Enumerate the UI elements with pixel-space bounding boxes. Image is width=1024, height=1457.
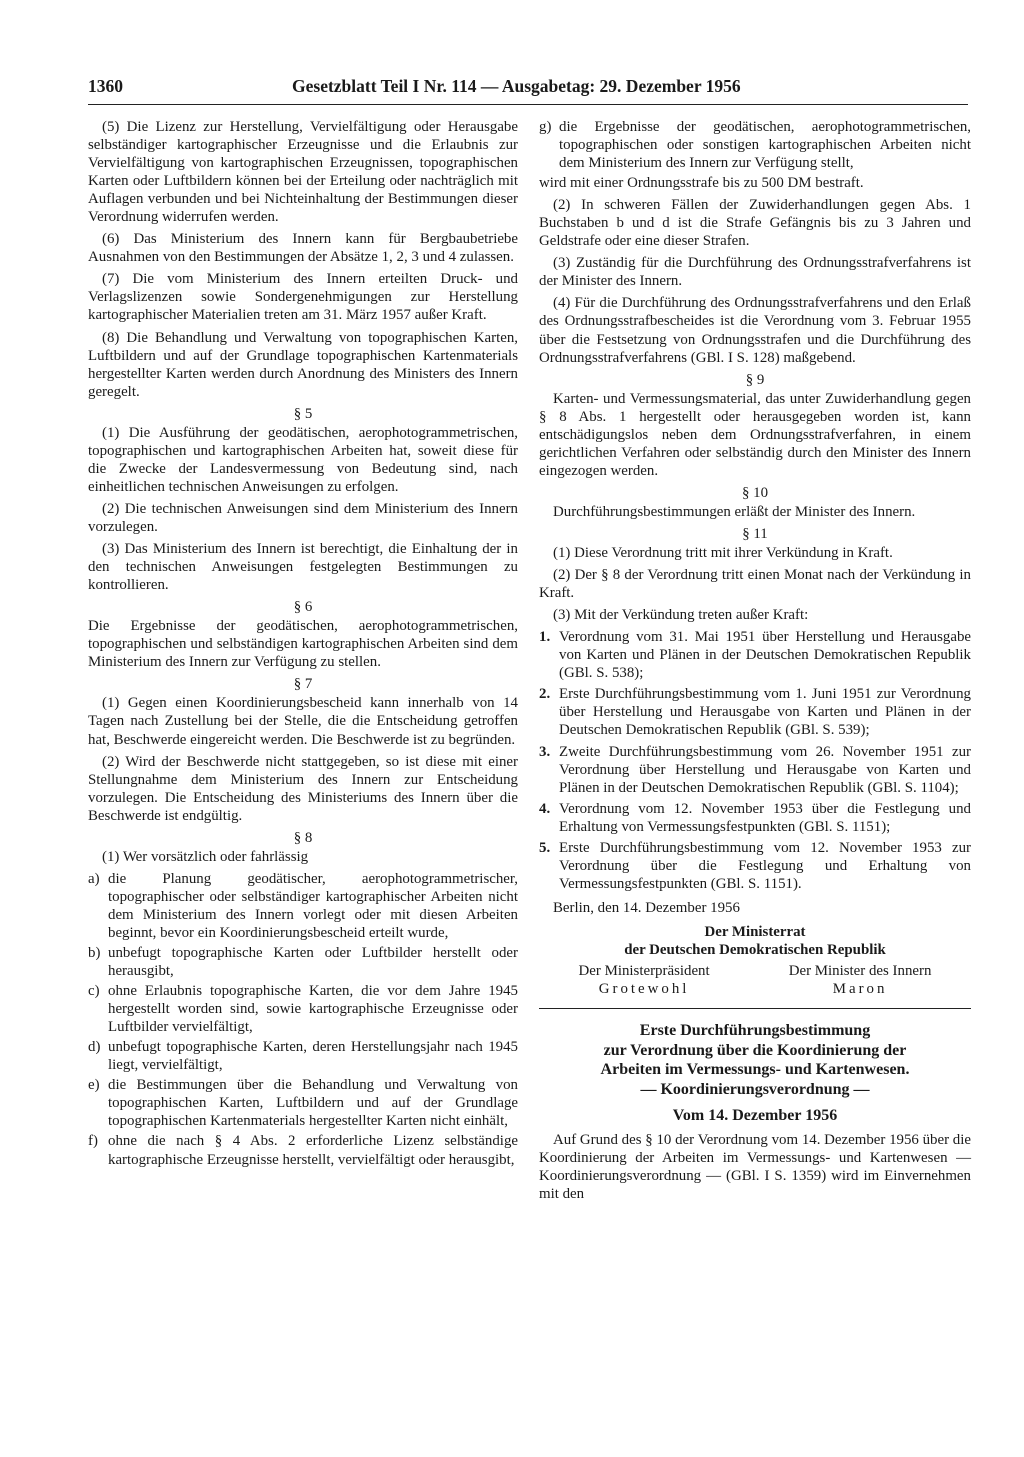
paragraph-7-1: (1) Gegen einen Koordinierungsbescheid kann innerhalb von 14 Tagen nach Zustellung bei der Stelle, die die Entscheidung getroffen hat, Beschwerde eingereicht werden. Die Beschwerde ist zu begründen. xyxy=(88,695,518,748)
list-item-mark: c) xyxy=(88,983,100,1000)
council-name-line-2: der Deutschen Demokratischen Republik xyxy=(624,941,886,958)
regulation-title-line-4: — Koordinierungsverordnung — xyxy=(640,1080,870,1098)
signatory-role: Der Ministerpräsident xyxy=(578,963,710,980)
regulation-title-line-1: Erste Durchführungsbestimmung xyxy=(639,1022,871,1040)
list-item xyxy=(88,944,518,980)
signature-right xyxy=(789,962,932,998)
paragraph-8-4: (4) Für die Durchführung des Ordnungsstrafverfahrens und den Erlaß des Ordnungsstrafbescheides ist die Verordnung vom 3. Februar 1955 über die Festsetzung von Ordnungsstrafen und die Durchführung des Ordnungsstrafverfahrens (GBl. I S. 128) maßgebend. xyxy=(539,295,971,366)
paragraph-5-2: (2) Die technischen Anweisungen sind dem Ministerium des Innern vorzulegen. xyxy=(88,500,518,535)
place-date: Berlin, den 14. Dezember 1956 xyxy=(553,899,740,916)
page-number: 1360 xyxy=(88,76,123,96)
list-item xyxy=(539,118,971,172)
header-rule xyxy=(88,104,968,105)
list-item-mark: e) xyxy=(88,1077,100,1094)
gazette-title: Gesetzblatt Teil I Nr. 114 — Ausgabetag: 29. Dezember 1956 xyxy=(292,76,741,96)
repealed-item-number: 4. xyxy=(539,800,551,817)
repealed-item xyxy=(539,800,971,836)
repealed-item-number: 2. xyxy=(539,686,551,703)
paragraph-4-6: (6) Das Ministerium des Innern kann für Bergbaubetriebe Ausnahmen von den Bestimmungen der Absätze 1, 2, 3 und 4 zulassen. xyxy=(88,231,518,266)
regulation-date: Vom 14. Dezember 1956 xyxy=(672,1107,838,1125)
signatory-name: Maron xyxy=(832,981,888,998)
list-item-text: die Bestimmungen über die Behandlung und Verwaltung von topographischen Karten, Luftbildern und auf der Grundlage topographischen Kartenmaterials hergestellter Karten nicht einhält, xyxy=(108,1077,518,1130)
repealed-item-number: 1. xyxy=(539,629,551,646)
paragraph-4-7: (7) Die vom Ministerium des Innern erteilten Druck- und Verlagslizenzen sowie Sondergenehmigungen zur Herstellung kartographischer Materialien treten am 31. März 1957 außer Kraft. xyxy=(88,271,518,324)
list-item xyxy=(88,982,518,1036)
repealed-item xyxy=(539,628,971,682)
list-item xyxy=(88,1076,518,1130)
repealed-item xyxy=(539,685,971,739)
repealed-item xyxy=(539,743,971,797)
list-item-mark: f) xyxy=(88,1133,98,1150)
section-6-heading: § 6 xyxy=(293,599,313,616)
paragraph-8-penalty: wird mit einer Ordnungsstrafe bis zu 500 DM bestraft. xyxy=(539,175,864,192)
section-11-heading: § 11 xyxy=(742,525,768,542)
left-column xyxy=(88,118,518,1171)
repealed-item-text: Verordnung vom 31. Mai 1951 über Herstellung und Herausgabe von Karten und Plänen in der Deutschen Demokratischen Republik (GBl. S. 538); xyxy=(559,629,971,682)
section-8-heading: § 8 xyxy=(293,829,313,846)
paragraph-11-2: (2) Der § 8 der Verordnung tritt einen Monat nach der Verkündung in Kraft. xyxy=(539,567,971,602)
repealed-item-text: Verordnung vom 12. November 1953 über die Festlegung und Erhaltung von Vermessungsfestpunkten (GBl. S. 1151); xyxy=(559,800,971,835)
paragraph-11-1: (1) Diese Verordnung tritt mit ihrer Verkündung in Kraft. xyxy=(553,545,893,562)
signatory-role: Der Minister des Innern xyxy=(788,963,932,980)
paragraph-5-3: (3) Das Ministerium des Innern ist berechtigt, die Einhaltung der in den technischen Anweisungen festgelegten Bestimmungen zu kontrollieren. xyxy=(88,541,518,594)
signature-block xyxy=(539,962,971,998)
list-item xyxy=(88,1132,518,1168)
section-10-heading: § 10 xyxy=(741,484,769,501)
council-name-line-1: Der Ministerrat xyxy=(704,923,806,940)
signatory-name: Grotewohl xyxy=(598,981,690,998)
list-item xyxy=(88,1038,518,1074)
list-item-text: ohne Erlaubnis topographische Karten, die vor dem Jahre 1945 hergestellt worden sind, sowie kartographische Erzeugnisse oder Luftbilder vervielfältigt, xyxy=(108,983,518,1036)
paragraph-8-1: (1) Wer vorsätzlich oder fahrlässig xyxy=(102,848,309,865)
list-item-mark: g) xyxy=(539,119,552,135)
repealed-item-text: Zweite Durchführungsbestimmung vom 26. November 1951 zur Verordnung über Herstellung und Herausgabe von Karten und Plänen in der Deutschen Demokratischen Republik (GBl. S. 1104); xyxy=(559,743,971,796)
regulation-intro: Auf Grund des § 10 der Verordnung vom 14. Dezember 1956 über die Koordinierung der Arbeiten im Vermessungs- und Kartenwesen — Koordinierungsverordnung — (GBl. I S. 1359) wird im Einvernehmen mit den xyxy=(539,1132,971,1203)
paragraph-8-2: (2) In schweren Fällen der Zuwiderhandlungen gegen Abs. 1 Buchstaben b und d ist die Strafe Gefängnis bis zu 3 Jahren und Geldstrafe oder eine dieser Strafen. xyxy=(539,197,971,250)
paragraph-11-3: (3) Mit der Verkündung treten außer Kraft: xyxy=(553,607,809,624)
section-5-heading: § 5 xyxy=(293,405,313,422)
list-item-text: ohne die nach § 4 Abs. 2 erforderliche Lizenz selbständige kartographische Erzeugnisse herstellt, vervielfältigt oder herausgibt, xyxy=(108,1133,518,1168)
signature-left xyxy=(579,962,710,998)
repealed-item-text: Erste Durchführungsbestimmung vom 1. Juni 1951 zur Verordnung über Herstellung und Herausgabe von Karten und Plänen in der Deutschen Demokratischen Republik (GBl. S. 539); xyxy=(559,686,971,739)
list-item-mark: d) xyxy=(88,1039,101,1056)
regulation-title-line-3: Arbeiten im Vermessungs- und Kartenwesen. xyxy=(600,1061,910,1079)
paragraph-10: Durchführungsbestimmungen erläßt der Minister des Innern. xyxy=(553,503,916,520)
paragraph-8-3: (3) Zuständig für die Durchführung des Ordnungsstrafverfahrens ist der Minister des Innern. xyxy=(539,255,971,290)
list-item-text: die Planung geodätischer, aerophotogrammetrischer, topographischer oder selbständiger kartographischer Arbeiten nicht dem Ministerium des Innern vorlegt oder mit diesen Arbeiten beginnt, bevor ein Koordinierungsbescheid erteilt wurde, xyxy=(108,870,518,941)
regulation-title-line-2: zur Verordnung über die Koordinierung der xyxy=(603,1041,907,1059)
paragraph-4-5: (5) Die Lizenz zur Herstellung, Vervielfältigung oder Herausgabe selbständiger kartographischer Erzeugnisse und die Erlaubnis zur Vervielfältigung von kartographischen Erzeugnissen, topographischen Karten oder Luftbildern können bei der Erteilung oder nachträglich mit Auflagen verbunden und bei Nichteinhaltung der Bestimmungen dieser Verordnung widerrufen werden. xyxy=(88,119,518,226)
paragraph-4-8: (8) Die Behandlung und Verwaltung von topographischen Karten, Luftbildern und auf der Grundlage topographischen Kartenmaterials hergestellter Karten werden durch Anordnung des Ministers des Innern geregelt. xyxy=(88,329,518,400)
right-column xyxy=(539,118,971,1207)
section-divider xyxy=(539,1008,971,1009)
repealed-item-number: 5. xyxy=(539,839,551,856)
paragraph-6: Die Ergebnisse der geodätischen, aerophotogrammetrischen, topographischen und selbständigen kartographischen Arbeiten sind dem Ministerium des Innern zur Verfügung zu stellen. xyxy=(88,618,518,671)
list-item-text: die Ergebnisse der geodätischen, aerophotogrammetrischen, topographischen oder sonstigen kartographischen Arbeiten nicht dem Ministerium des Innern zur Verfügung stellt, xyxy=(559,119,971,172)
paragraph-7-2: (2) Wird der Beschwerde nicht stattgegeben, so ist diese mit einer Stellungnahme dem Ministerium des Innern zur Entscheidung vorzulegen. Die Entscheidung des Ministeriums des Innern über die Beschwerde ist endgültig. xyxy=(88,753,518,824)
paragraph-5-1: (1) Die Ausführung der geodätischen, aerophotogrammetrischen, topographischen und kartographischen Arbeiten hat, soweit diese für die Zwecke der Landesvermessung von Bedeutung sind, nach einheitlichen technischen Anweisungen zu erfolgen. xyxy=(88,424,518,495)
paragraph-9: Karten- und Vermessungsmaterial, das unter Zuwiderhandlung gegen § 8 Abs. 1 hergestellt oder herausgegeben worden ist, kann entschädigungslos neben dem Ordnungsstrafverfahren, in einem gerichtlichen Verfahren oder selbständig durch den Minister des Innern eingezogen werden. xyxy=(539,390,971,479)
page-header xyxy=(88,76,968,102)
section-7-heading: § 7 xyxy=(293,676,313,693)
list-item-mark: a) xyxy=(88,870,100,887)
list-item-text: unbefugt topographische Karten, deren Herstellungsjahr nach 1945 liegt, vervielfältigt, xyxy=(108,1039,518,1074)
list-item xyxy=(88,870,518,942)
list-item-text: unbefugt topographische Karten oder Luftbilder herstellt oder herausgibt, xyxy=(108,945,518,980)
section-9-heading: § 9 xyxy=(745,371,765,388)
repealed-item-number: 3. xyxy=(539,743,551,760)
list-item-mark: b) xyxy=(88,945,101,962)
repealed-item xyxy=(539,839,971,893)
repealed-item-text: Erste Durchführungsbestimmung vom 12. November 1953 zur Verordnung über die Festlegung und Erhaltung von Vermessungsfestpunkten (GBl. S. 1151). xyxy=(559,839,971,892)
